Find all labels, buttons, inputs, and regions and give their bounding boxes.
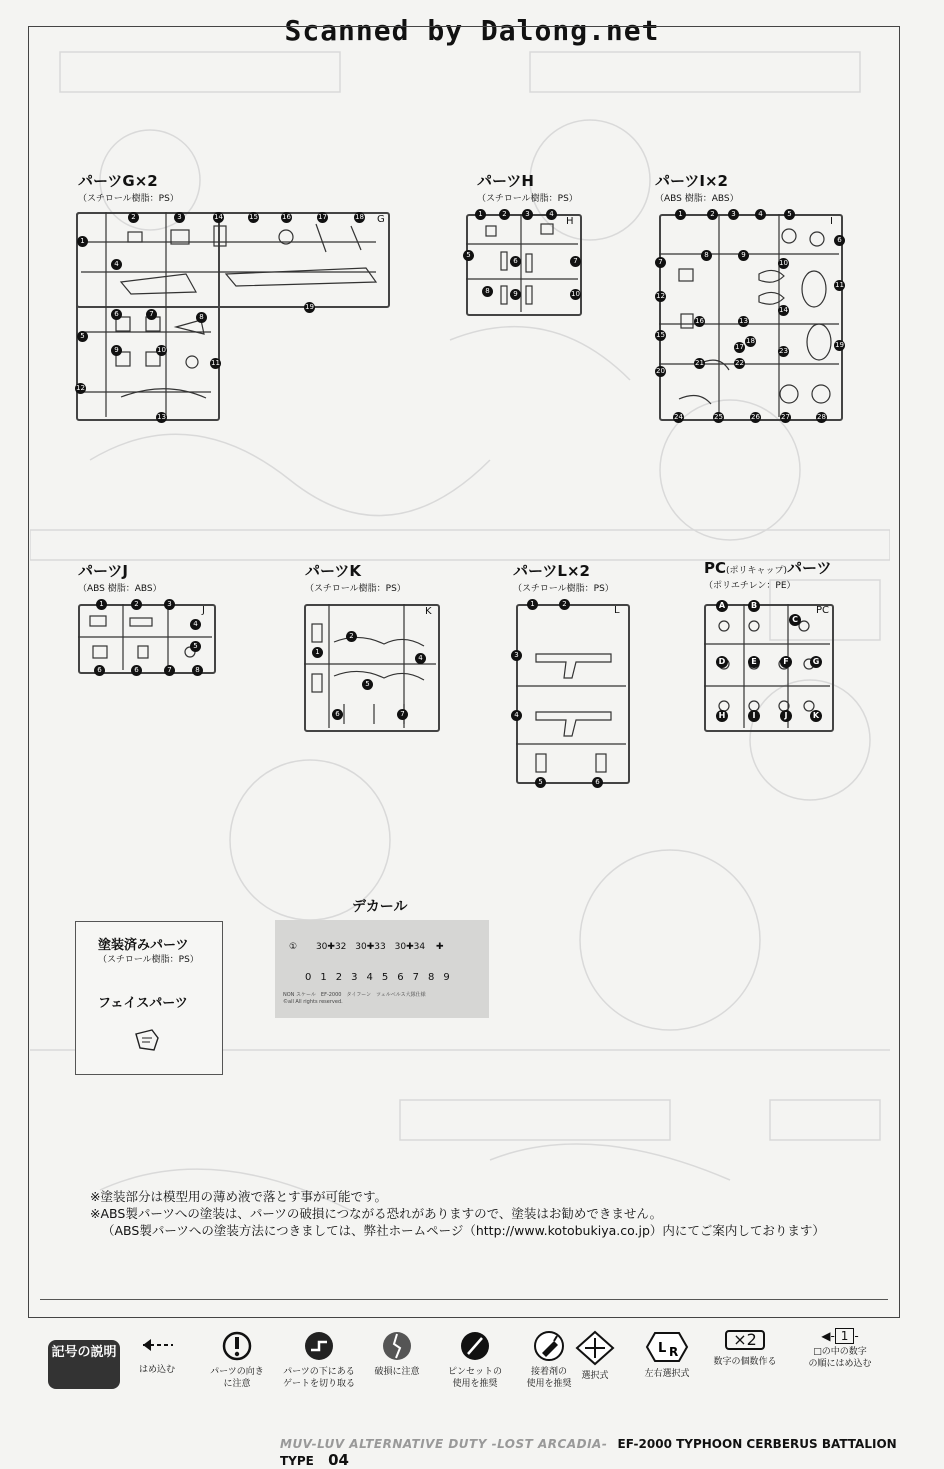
part-h-1: 1 bbox=[475, 209, 486, 220]
order-box-number: 1 bbox=[835, 1328, 855, 1344]
breakage-icon bbox=[381, 1330, 413, 1362]
part-i-6: 6 bbox=[834, 235, 845, 246]
decal-digit-8: 8 bbox=[428, 972, 444, 983]
decal-fine-2: ©all All rights reserved. bbox=[283, 999, 343, 1005]
decal-title: デカール bbox=[352, 899, 408, 915]
legend-times-two bbox=[700, 1330, 790, 1368]
part-i-1: 1 bbox=[675, 209, 686, 220]
footer-page-number: 04 bbox=[328, 1451, 349, 1469]
part-k-2: 2 bbox=[346, 631, 357, 642]
scanner-watermark: Scanned by Dalong.net bbox=[284, 14, 660, 47]
parts-l-material: （スチロール樹脂：PS） bbox=[513, 584, 614, 594]
face-part-icon bbox=[132, 1026, 162, 1054]
part-g-15: 15 bbox=[249, 213, 258, 221]
decal-num-30b: 30 bbox=[355, 942, 367, 952]
parts-pc-heading bbox=[704, 557, 831, 591]
tweezers-icon bbox=[459, 1330, 491, 1362]
part-h-6: 6 bbox=[510, 256, 521, 267]
part-l-5: 5 bbox=[535, 777, 546, 788]
part-g-9: 9 bbox=[111, 345, 122, 356]
legend-direction bbox=[192, 1330, 282, 1390]
footer bbox=[280, 1437, 900, 1469]
parts-j-material: （ABS 樹脂：ABS） bbox=[78, 584, 162, 594]
part-i-23: 23 bbox=[779, 347, 788, 355]
exclamation-icon bbox=[221, 1330, 253, 1362]
parts-pc-title-main: PC bbox=[704, 559, 727, 577]
legend-glue-label: 接着剤の 使用を推奨 bbox=[526, 1367, 572, 1389]
face-parts-label: フェイスパーツ bbox=[98, 996, 188, 1011]
parts-i-title: パーツI×2 bbox=[655, 172, 728, 190]
parts-j-heading bbox=[78, 560, 162, 594]
part-l-3: 3 bbox=[511, 650, 522, 661]
part-h-3: 3 bbox=[522, 209, 533, 220]
painted-parts-box bbox=[75, 921, 223, 1075]
parts-k-material: （スチロール樹脂：PS） bbox=[305, 584, 406, 594]
painted-parts-title: 塗装済みパーツ bbox=[98, 938, 189, 953]
part-i-25: 25 bbox=[714, 413, 723, 421]
part-j-3: 3 bbox=[164, 599, 175, 610]
legend-insert bbox=[112, 1330, 202, 1376]
part-g-6: 6 bbox=[111, 309, 122, 320]
decal-num-34: 34 bbox=[413, 942, 426, 952]
footer-series: MUV-LUV ALTERNATIVE DUTY -LOST ARCADIA- bbox=[280, 1437, 608, 1451]
pc-part-f: F bbox=[780, 656, 792, 668]
sprue-h-parts bbox=[466, 214, 578, 312]
part-i-24: 24 bbox=[674, 413, 683, 421]
part-i-22: 22 bbox=[735, 359, 744, 367]
part-g-2: 2 bbox=[128, 212, 139, 223]
sprue-l-letter: L bbox=[614, 605, 620, 616]
part-h-9: 9 bbox=[510, 289, 521, 300]
decal-fineprint bbox=[283, 992, 426, 1006]
part-k-5: 5 bbox=[362, 679, 373, 690]
cut-gate-icon bbox=[303, 1330, 335, 1362]
sprue-k-parts bbox=[304, 604, 436, 728]
part-j-4: 4 bbox=[190, 619, 201, 630]
sprue-h-letter: H bbox=[566, 216, 574, 227]
sprue-pc-letter: PC bbox=[816, 605, 830, 616]
part-k-1: 1 bbox=[312, 647, 323, 658]
part-j-6: 6 bbox=[94, 665, 105, 676]
svg-text:L: L bbox=[658, 1341, 667, 1356]
decal-mark-1: ① bbox=[289, 942, 298, 952]
parts-pc-title-tail: パーツ bbox=[787, 559, 832, 577]
decal-num-30a: 30 bbox=[315, 942, 328, 952]
part-i-4: 4 bbox=[755, 209, 766, 220]
part-i-5: 5 bbox=[784, 209, 795, 220]
left-right-icon bbox=[645, 1330, 689, 1364]
decal-digit-0: 0 bbox=[305, 972, 321, 983]
legend-order bbox=[790, 1330, 890, 1370]
legend-order-label: □の中の数字 の順にはめ込む bbox=[808, 1347, 872, 1369]
decal-digit-4: 4 bbox=[366, 972, 382, 983]
part-i-10: 10 bbox=[779, 259, 788, 267]
part-i-15: 15 bbox=[656, 331, 665, 339]
painted-parts-material: （スチロール樹脂：PS） bbox=[98, 955, 199, 965]
note-1: ※塗装部分は模型用の薄め液で落とす事が可能です。 bbox=[90, 1189, 387, 1204]
legend-times-two-label: 数字の個数作る bbox=[713, 1357, 777, 1367]
part-l-4: 4 bbox=[511, 710, 522, 721]
part-i-7: 7 bbox=[655, 257, 666, 268]
parts-l-heading bbox=[513, 560, 614, 594]
part-i-9: 9 bbox=[738, 250, 749, 261]
part-l-1: 1 bbox=[527, 599, 538, 610]
part-h-7: 7 bbox=[570, 256, 581, 267]
pc-part-c: C bbox=[789, 614, 801, 626]
part-i-18: 18 bbox=[746, 337, 755, 345]
pc-part-g: G bbox=[810, 656, 822, 668]
part-g-5: 5 bbox=[77, 331, 88, 342]
legend-badge: 記号の説明 bbox=[48, 1340, 120, 1389]
part-i-2: 2 bbox=[707, 209, 718, 220]
legend-tweezers-label: ピンセットの 使用を推奨 bbox=[447, 1367, 502, 1389]
part-h-5: 5 bbox=[463, 250, 474, 261]
part-k-7: 7 bbox=[397, 709, 408, 720]
svg-text:R: R bbox=[669, 1345, 679, 1359]
part-i-26: 26 bbox=[751, 413, 760, 421]
part-g-11: 11 bbox=[211, 359, 220, 367]
part-g-14: 14 bbox=[214, 213, 223, 221]
pc-part-h: H bbox=[716, 710, 728, 722]
part-g-19: 19 bbox=[305, 303, 314, 311]
legend-left-right-label: 左右選択式 bbox=[644, 1369, 690, 1379]
sprue-k-letter: K bbox=[425, 606, 432, 617]
times-two-icon: ×2 bbox=[725, 1330, 765, 1350]
legend-direction-label: パーツの向き に注意 bbox=[210, 1367, 264, 1389]
part-g-18: 18 bbox=[355, 213, 364, 221]
part-j-5: 5 bbox=[190, 641, 201, 652]
part-g-12: 12 bbox=[76, 384, 85, 392]
decal-fine-1: NON スケール EF-2000 タイフーン ツェルベルス大隊仕様 bbox=[283, 992, 426, 998]
parts-j-title: パーツJ bbox=[78, 562, 128, 580]
pc-part-d: D bbox=[716, 656, 728, 668]
pc-part-e: E bbox=[748, 656, 760, 668]
part-l-2: 2 bbox=[559, 599, 570, 610]
parts-g-heading bbox=[78, 170, 179, 204]
part-h-2: 2 bbox=[499, 209, 510, 220]
part-k-6: 6 bbox=[332, 709, 343, 720]
order-arrow-icon: ◀- 1 - bbox=[821, 1329, 859, 1343]
sprue-j-letter: J bbox=[202, 605, 205, 616]
decal-digit-9: 9 bbox=[443, 972, 459, 983]
part-i-21: 21 bbox=[695, 359, 704, 367]
part-j-7: 7 bbox=[164, 665, 175, 676]
part-i-12: 12 bbox=[656, 292, 665, 300]
parts-g-title: パーツG×2 bbox=[78, 172, 158, 190]
decal-digit-3: 3 bbox=[351, 972, 367, 983]
part-k-4: 4 bbox=[415, 653, 426, 664]
part-g-7: 7 bbox=[146, 309, 157, 320]
sprue-i-letter: I bbox=[830, 216, 833, 227]
legend-row bbox=[40, 1330, 900, 1410]
legend-left-right bbox=[622, 1330, 712, 1380]
decal-digit-7: 7 bbox=[412, 972, 428, 983]
sprue-j-parts bbox=[78, 604, 212, 670]
part-h-8: 8 bbox=[482, 286, 493, 297]
sprue-g-parts bbox=[76, 212, 386, 417]
parts-k-title: パーツK bbox=[305, 562, 362, 580]
part-i-14: 14 bbox=[779, 306, 788, 314]
part-l-6: 6 bbox=[592, 777, 603, 788]
parts-i-material: （ABS 樹脂：ABS） bbox=[655, 194, 739, 204]
part-g-8: 8 bbox=[196, 312, 207, 323]
legend-divider bbox=[40, 1299, 888, 1300]
pc-part-i: I bbox=[748, 710, 760, 722]
part-i-27: 27 bbox=[781, 413, 790, 421]
footer-model: EF-2000 TYPHOON CERBERUS BATTALION TYPE bbox=[280, 1437, 897, 1468]
legend-breakage bbox=[352, 1330, 442, 1378]
part-h-4: 4 bbox=[546, 209, 557, 220]
sprue-i-parts bbox=[659, 214, 839, 417]
notes bbox=[90, 1188, 825, 1239]
part-i-17: 17 bbox=[735, 343, 744, 351]
part-g-13: 13 bbox=[157, 413, 166, 421]
decal-digits bbox=[305, 972, 459, 983]
pc-part-b: B bbox=[748, 600, 760, 612]
parts-pc-material: （ポリエチレン：PE） bbox=[704, 581, 796, 591]
parts-h-title: パーツH bbox=[477, 172, 534, 190]
part-g-10: 10 bbox=[157, 346, 166, 354]
parts-h-heading bbox=[477, 170, 578, 204]
decal-digit-5: 5 bbox=[381, 972, 398, 983]
legend-selection-label: 選択式 bbox=[581, 1371, 609, 1381]
part-h-10: 10 bbox=[571, 290, 580, 298]
part-g-1: 1 bbox=[77, 236, 88, 247]
part-i-20: 20 bbox=[656, 367, 665, 375]
note-2: ※ABS製パーツへの塗装は、パーツの破損につながる恐れがありますので、塗装はお勧めできません。 bbox=[90, 1206, 663, 1221]
pc-part-j: J bbox=[780, 710, 792, 722]
part-i-3: 3 bbox=[728, 209, 739, 220]
part-g-3: 3 bbox=[174, 212, 185, 223]
sprue-l-parts bbox=[516, 604, 626, 780]
part-i-16: 16 bbox=[695, 317, 704, 325]
part-g-17: 17 bbox=[318, 213, 327, 221]
note-3: （ABS製パーツへの塗装方法につきましては、弊社ホームページ（http://www.kotobukiya.co.jp）内にてご案内しております） bbox=[102, 1223, 825, 1238]
parts-h-material: （スチロール樹脂：PS） bbox=[477, 194, 578, 204]
parts-i-heading bbox=[655, 170, 739, 204]
decal-digit-1: 1 bbox=[320, 972, 336, 983]
part-i-19: 19 bbox=[835, 341, 844, 349]
part-j-8: 8 bbox=[192, 665, 203, 676]
selection-icon bbox=[575, 1330, 615, 1366]
legend-insert-label: はめ込む bbox=[138, 1365, 175, 1375]
parts-pc-title bbox=[704, 557, 831, 578]
part-g-16: 16 bbox=[282, 213, 291, 221]
part-j-1: 1 bbox=[96, 599, 107, 610]
pc-part-a: A bbox=[716, 600, 728, 612]
insert-arrow-icon bbox=[137, 1330, 177, 1360]
decal-digit-2: 2 bbox=[335, 972, 352, 983]
legend-cut-gate-label: パーツの下にある ゲートを切り取る bbox=[282, 1367, 355, 1389]
parts-g-material: （スチロール樹脂：PS） bbox=[78, 194, 179, 204]
pc-part-k: K bbox=[810, 710, 822, 722]
part-j-6b: 6 bbox=[131, 665, 142, 676]
part-i-8: 8 bbox=[701, 250, 712, 261]
legend-cut-gate bbox=[274, 1330, 364, 1390]
decal-digit-6: 6 bbox=[397, 972, 413, 983]
decal-num-33: 33 bbox=[374, 942, 386, 952]
part-g-4: 4 bbox=[111, 259, 122, 270]
decal-num-30c: 30 bbox=[394, 942, 407, 952]
parts-l-title: パーツL×2 bbox=[513, 562, 590, 580]
part-i-28: 28 bbox=[817, 413, 826, 421]
legend-breakage-label: 破損に注意 bbox=[374, 1367, 420, 1377]
part-i-11: 11 bbox=[835, 281, 844, 289]
part-j-2: 2 bbox=[131, 599, 142, 610]
part-i-13: 13 bbox=[739, 317, 748, 325]
decal-num-32: 32 bbox=[334, 942, 347, 952]
parts-pc-title-small: (ポリキャップ) bbox=[726, 566, 788, 576]
parts-k-heading bbox=[305, 560, 406, 594]
decal-row-marks: ① 30✚32 30✚33 30✚34 ✚ bbox=[289, 942, 444, 952]
decal-sheet bbox=[275, 920, 489, 1018]
sprue-g-letter: G bbox=[377, 214, 385, 225]
